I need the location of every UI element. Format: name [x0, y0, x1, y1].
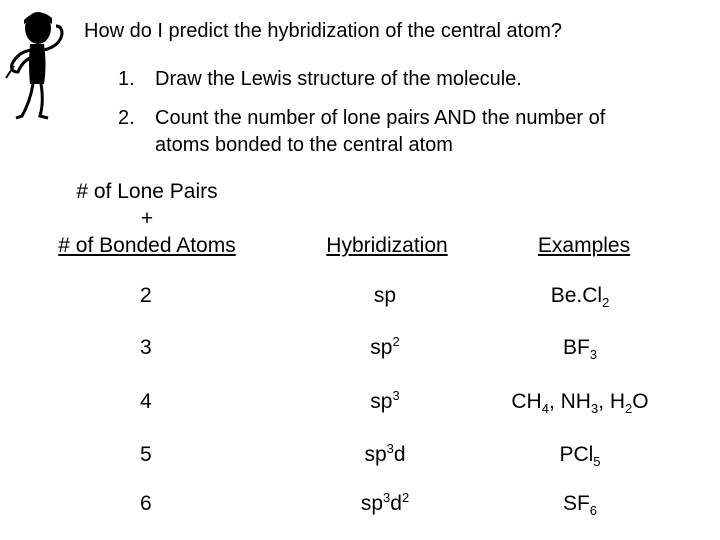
subscript: 3: [589, 347, 598, 363]
formula-text: CH: [511, 390, 542, 413]
step-text-line: Count the number of lone pairs AND the number of: [155, 107, 606, 129]
formula-text: sp: [360, 492, 384, 515]
subscript: 5: [593, 454, 601, 470]
table-row: [0, 390, 720, 420]
superscript: 3: [386, 441, 394, 456]
examples-cell: [480, 336, 680, 363]
table-row: [0, 336, 720, 366]
superscript: 3: [392, 388, 400, 403]
formula-text: sp: [370, 336, 393, 359]
table-row: [0, 443, 720, 473]
formula-text: , NH: [548, 390, 591, 413]
formula-text: O: [632, 390, 649, 413]
step-number: 2.: [118, 107, 135, 129]
column-header-hybridization: Hybridization: [326, 234, 448, 257]
hybridization-cell: [300, 336, 470, 360]
count-cell: 2: [140, 284, 152, 307]
count-cell: 3: [140, 336, 152, 359]
superscript: 2: [401, 490, 410, 505]
formula-text: , H: [598, 390, 626, 413]
examples-cell: [480, 284, 680, 311]
hybridization-cell: [300, 443, 470, 467]
count-cell: 6: [140, 492, 152, 515]
thinking-stick-figure-icon: [0, 6, 80, 124]
table-row: [0, 492, 720, 522]
hybridization-cell: [300, 492, 470, 516]
header-line: # of Lone Pairs: [76, 180, 218, 203]
page-title: How do I predict the hybridization of the central atom?: [84, 20, 563, 42]
column-header-pairs-plus-atoms: [30, 178, 264, 259]
step-number: 1.: [118, 68, 135, 90]
formula-text: sp: [373, 284, 397, 307]
header-line: +: [140, 207, 154, 230]
formula-text: d: [393, 443, 406, 466]
superscript: 2: [392, 334, 400, 349]
formula-text: Be.Cl: [550, 284, 603, 307]
step-text: [155, 105, 605, 159]
subscript: 4: [541, 401, 549, 417]
superscript: 3: [383, 490, 391, 505]
column-header-examples: Examples: [537, 234, 631, 257]
step-text: Draw the Lewis structure of the molecule.: [155, 68, 522, 90]
formula-text: PCl: [559, 443, 594, 466]
formula-text: sp: [370, 390, 393, 413]
count-cell: 4: [140, 390, 152, 413]
table-row: [0, 284, 720, 314]
count-cell: 5: [140, 443, 152, 466]
subscript: 2: [602, 295, 610, 311]
hybridization-cell: [300, 390, 470, 414]
subscript: 6: [589, 503, 598, 519]
examples-cell: [480, 492, 680, 519]
header-line: # of Bonded Atoms: [58, 234, 236, 257]
formula-text: sp: [364, 443, 387, 466]
step-text-line: atoms bonded to the central atom: [155, 134, 453, 156]
hybridization-cell: [300, 284, 470, 308]
formula-text: d: [390, 492, 402, 515]
formula-text: SF: [562, 492, 590, 515]
formula-text: BF: [562, 336, 590, 359]
examples-cell: [480, 390, 680, 417]
examples-cell: [480, 443, 680, 470]
subscript: 3: [590, 401, 599, 417]
subscript: 2: [625, 401, 633, 417]
